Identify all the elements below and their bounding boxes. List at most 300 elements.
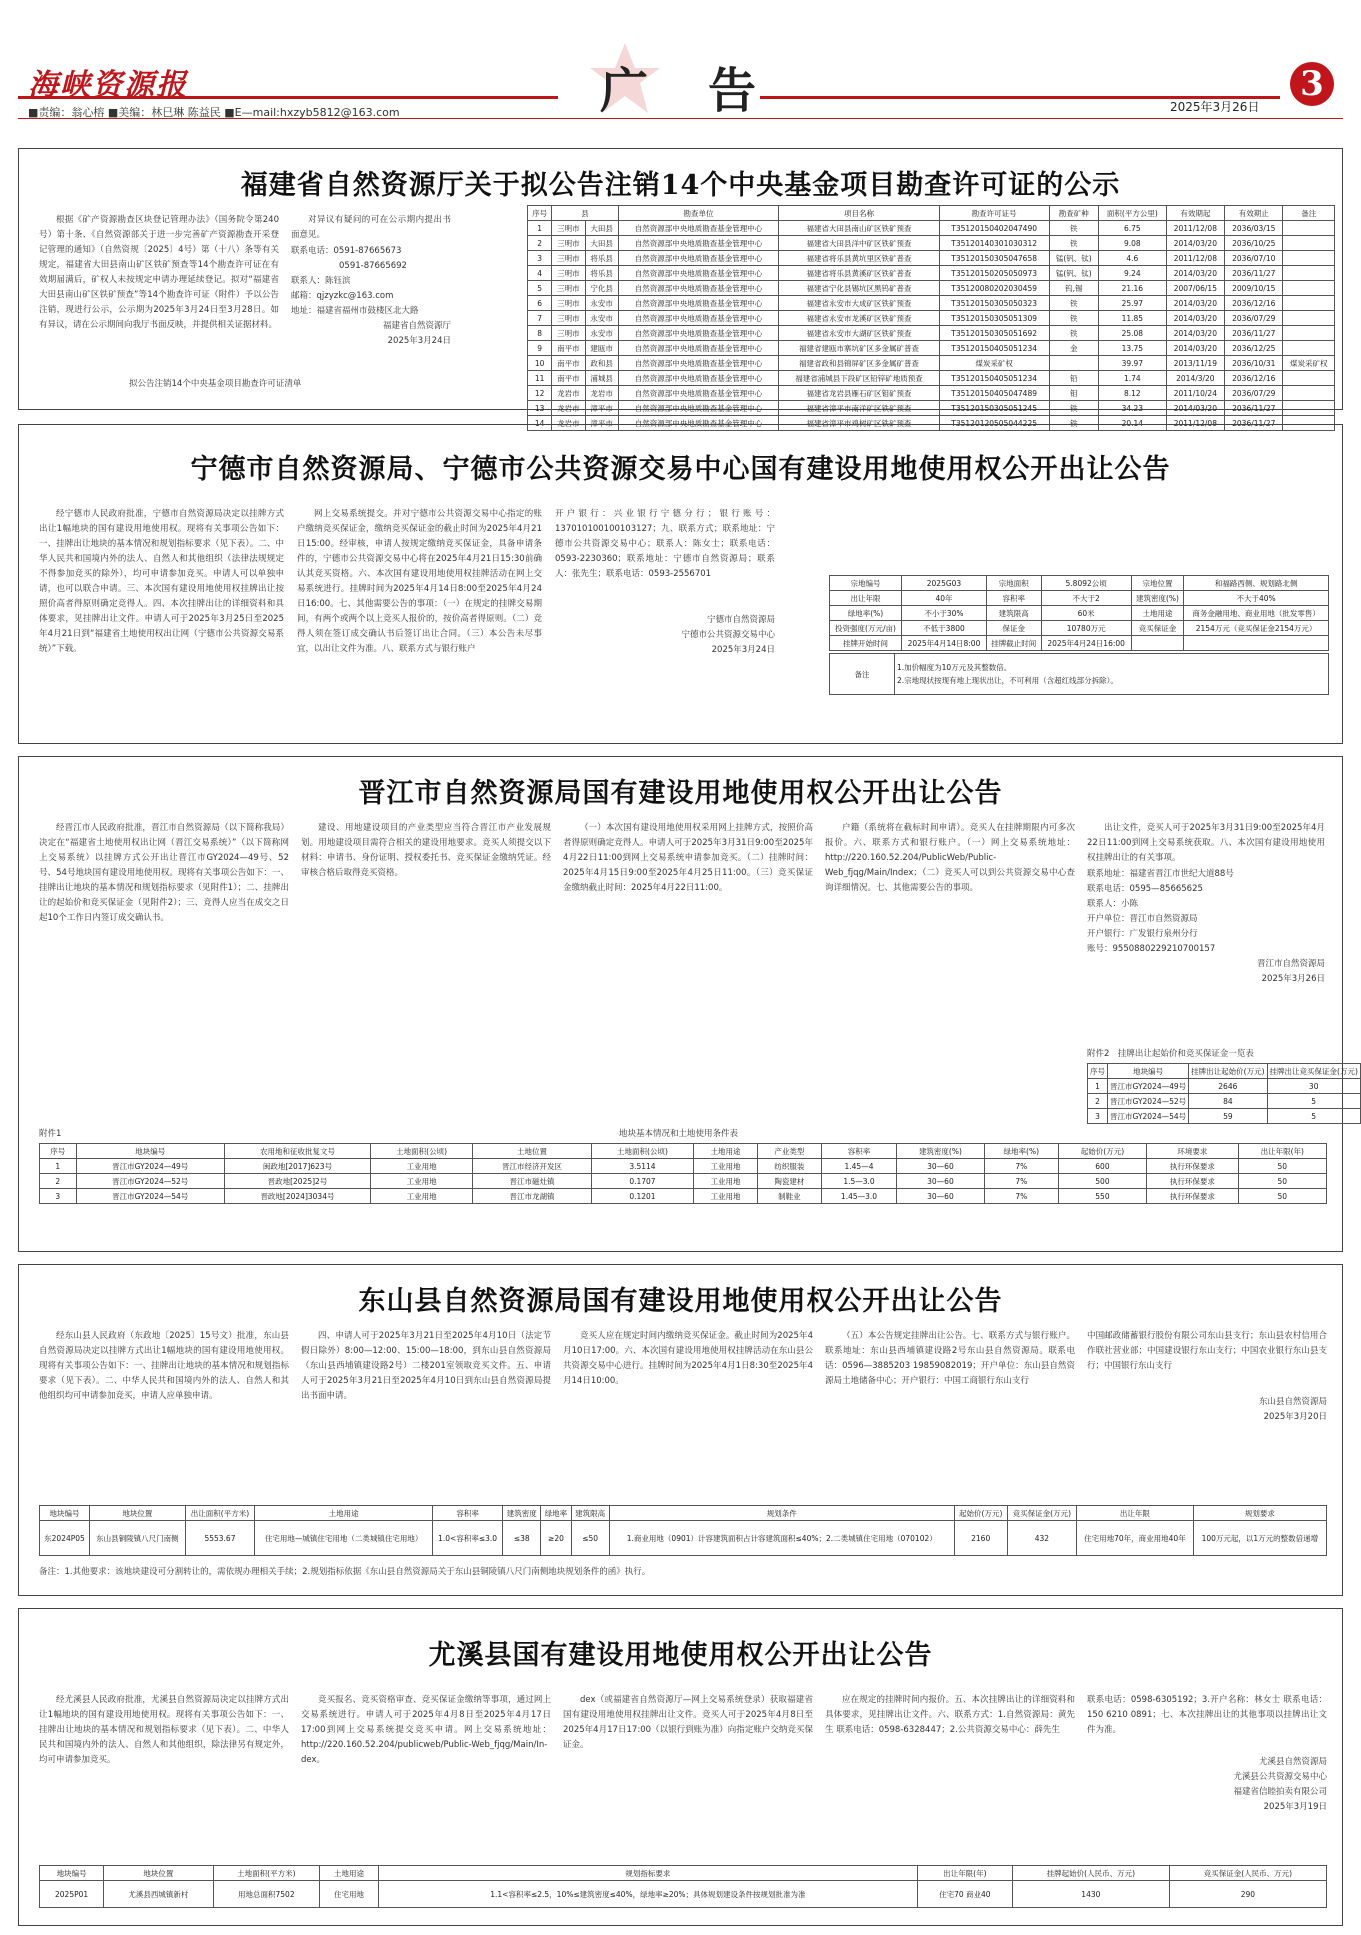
table-cell: 锰(钒、钛): [1049, 266, 1098, 281]
table-cell: T35120150305050323: [939, 296, 1049, 311]
table-header: 环境要求: [1147, 1144, 1238, 1159]
table-header-row: [1088, 1064, 1361, 1079]
table-cell: T35120150305051692: [939, 326, 1049, 341]
table-cell: 三明市: [552, 221, 585, 236]
table-row: [830, 621, 1329, 636]
table-cell: T35120150402047490: [939, 221, 1049, 236]
contact-line: 0591-87665692: [339, 261, 407, 271]
table-row: [528, 266, 1335, 281]
table-cell: 福建省永安市大成矿区铁矿预查: [779, 296, 939, 311]
notice-body-col5: [1087, 1693, 1327, 1843]
license-table: [527, 205, 1335, 431]
table-header: 挂牌出让竞买保证金(万元): [1267, 1064, 1360, 1079]
table-cell: 自然资源部中央地质勘查基金管理中心: [618, 311, 778, 326]
table-cell: 福建省漳平市鸡树矿区铁矿预查: [779, 416, 939, 431]
notice-body-col5: [1087, 1329, 1327, 1499]
table-header: 地块编号: [40, 1506, 90, 1521]
body-text: 出让文件，竞买人可于2025年3月31日9:00至2025年4月22日11:00到网上交易系统获取。八、本次国有建设用地使用权挂牌出让的有关事项。: [1087, 823, 1325, 863]
table-row: [528, 236, 1335, 251]
table-cell: 84: [1189, 1094, 1267, 1109]
table-cell: 1.74: [1099, 371, 1167, 386]
table-cell: 21.16: [1099, 281, 1167, 296]
table-row: [528, 281, 1335, 296]
table-cell: ≤38: [503, 1521, 541, 1556]
table-cell: 三明市: [552, 311, 585, 326]
table-cell: [1283, 221, 1335, 236]
table-cell: 11.85: [1099, 311, 1167, 326]
table-cell: 纺织服装: [757, 1159, 821, 1174]
table-cell: 执行环保要求: [1147, 1174, 1238, 1189]
table-cell: 30—60: [897, 1189, 985, 1204]
table-header: 序号: [40, 1144, 77, 1159]
body-text: 联系电话：0598-6305192；3.开户名称：林女士 联系电话：150 6210 0891；七、本次挂牌出让的其他事项以挂牌出让文件为准。: [1087, 1695, 1327, 1735]
issue-date: 2025年3月26日: [1170, 100, 1260, 114]
table-cell: 2036/07/29: [1225, 386, 1283, 401]
sign-org: 东山县自然资源局: [1258, 1397, 1327, 1407]
table-row: [528, 326, 1335, 341]
page-number: 3: [1290, 62, 1334, 106]
table-cell: 10780万元: [1041, 621, 1131, 636]
table-cell: 三明市: [552, 281, 585, 296]
notice-body-col3: [563, 1329, 813, 1499]
table-cell: 25.97: [1099, 296, 1167, 311]
table-cell: 2025P01: [40, 1881, 104, 1908]
contact-line: 地址：福建省福州市鼓楼区北大路: [291, 306, 419, 316]
table-cell: 3.5114: [591, 1159, 693, 1174]
table-cell: 2011/12/08: [1166, 416, 1224, 431]
table-cell: 2036/11/27: [1225, 326, 1283, 341]
table-cell: 竞买保证金: [1131, 621, 1183, 636]
body-text: 中国邮政储蓄银行股份有限公司东山县支行；东山县农村信用合作联社营业部；中国建设银行东山支行；中国农业银行东山县支行；中国银行东山支行: [1087, 1331, 1327, 1371]
notice-title: 尤溪县国有建设用地使用权公开出让公告: [428, 1640, 933, 1671]
notice-fujian-mining-license: [18, 148, 1343, 428]
table-cell: 1.45—4: [821, 1159, 896, 1174]
sign-org: 晋江市自然资源局: [1256, 959, 1325, 969]
table-cell: 晋政地[2025]2号: [224, 1174, 370, 1189]
table-cell: 1.0<容积率≤3.0: [433, 1521, 503, 1556]
table-header-row: [528, 206, 1335, 221]
body-text: 经宁德市人民政府批准，宁德市自然资源局决定以挂牌方式出让1幅地块的国有建设用地使用权。现将有关事项公告如下：一、挂牌出让地块的基本情况和规划指标要求（见下表）。二、中华人民共和国境内外的法人、自然人和其他组织（法律法规规定不得参加竞买的除外），均可申请参加竞买。申请人可以单独申请，也可以联合申请。三、本次国有建设用地使用权挂牌出让按照价高者得原则确定竞得人。四、本次挂牌出让的详细资料和具体要求，见挂牌出让文件。申请人可于2025年3月25日至2025年4月21日到“福建省土地使用权出让网（宁德市公共资源交易系统）”下载。: [39, 509, 284, 654]
table-cell: 工业用地: [694, 1159, 758, 1174]
table-cell: [1283, 251, 1335, 266]
table-cell: 住宅70 商业40: [917, 1881, 1012, 1908]
table-cell: 不小于30%: [902, 606, 987, 621]
table-cell: 工业用地: [371, 1189, 473, 1204]
table-cell: 2014/03/20: [1166, 296, 1224, 311]
notice-title: 晋江市自然资源局国有建设用地使用权公开出让公告: [358, 778, 1003, 809]
table-cell: 550: [1058, 1189, 1146, 1204]
table-cell: 铁: [1049, 296, 1098, 311]
table-cell: 投资强度(万元/亩): [830, 621, 902, 636]
table-cell: 煤炭采矿权: [939, 356, 1049, 371]
table-cell: 自然资源部中央地质勘查基金管理中心: [618, 221, 778, 236]
table-cell: 漳平市: [585, 401, 618, 416]
table-cell: 2160: [954, 1521, 1007, 1556]
table-cell: 绿地率(%): [830, 606, 902, 621]
table-cell: 福建省大田县南山矿区铁矿预查: [779, 221, 939, 236]
youxi-parcel-table: [39, 1865, 1327, 1908]
table-cell: 住宅用地—城镇住宅用地（二类城镇住宅用地）: [255, 1521, 433, 1556]
notice-body-col1: [39, 1329, 289, 1499]
table-cell: 东山县铜陵镇八尺门南侧: [89, 1521, 185, 1556]
sign-date: 2025年3月20日: [1263, 1412, 1327, 1422]
table-cell: 9: [528, 341, 552, 356]
table-header: 面积(平方公里): [1099, 206, 1167, 221]
table-row: [40, 1174, 1327, 1189]
table-cell: 9.24: [1099, 266, 1167, 281]
table-cell: 铁: [1049, 221, 1098, 236]
table-header: 出让年限(年): [917, 1866, 1012, 1881]
table-header: 序号: [528, 206, 552, 221]
table-header: 勘查矿种: [1049, 206, 1098, 221]
table-cell: 住宅用地70年，商业用地40年: [1077, 1521, 1194, 1556]
contact-line: 联系地址：福建省晋江市世纪大道88号: [1087, 869, 1234, 879]
table-cell: 600: [1058, 1159, 1146, 1174]
notice-body-col5: [1087, 821, 1325, 1041]
table-cell: 1.5—3.0: [821, 1174, 896, 1189]
editors-line: ■责编：翁心榕 ■美编：林巳琳 陈益民 ■E—mail:hxzyb5812@163.com: [28, 106, 400, 119]
table-cell: 建筑密度(%): [1131, 591, 1183, 606]
contact-line: 邮箱：qjzyzkc@163.com: [291, 291, 394, 301]
table-cell: 挂牌开始时间: [830, 636, 902, 651]
table-cell: 100万元起，以1万元的整数倍递增: [1193, 1521, 1326, 1556]
table-cell: 2646: [1189, 1079, 1267, 1094]
notice-title: 东山县自然资源局国有建设用地使用权公开出让公告: [358, 1286, 1003, 1317]
table-header: 出让面积(平方米): [185, 1506, 254, 1521]
table-cell: 福建省政和县锦屏矿区多金属矿普查: [779, 356, 939, 371]
table-cell: 12: [528, 386, 552, 401]
table-header: 县: [552, 206, 619, 221]
table-header: 规划条件: [609, 1506, 954, 1521]
table-cell: 1: [528, 221, 552, 236]
table-row: [528, 386, 1335, 401]
table-cell: 1: [1088, 1079, 1108, 1094]
note-line: 2.宗地现状按现有地上现状出让，不可利用（含超红线部分拆除）。: [897, 676, 1118, 685]
table-row: [830, 606, 1329, 621]
table-cell: 南平市: [552, 356, 585, 371]
table-header: 地块位置: [104, 1866, 213, 1881]
contact-line: 开户银行：广发银行泉州分行: [1087, 929, 1198, 939]
table-header: 绿地率(%): [984, 1144, 1058, 1159]
table-header: 容积率: [433, 1506, 503, 1521]
notes-row: [830, 654, 1329, 695]
table-cell: 2036/12/16: [1225, 371, 1283, 386]
body-text: 开户银行：兴业银行宁德分行；银行账号：137010100100103127；九、联系方式；联系地址：宁德市公共资源交易中心；联系人：陈女士；联系电话：0593-2230360；联系地址：宁德市自然资源局；联系人：张先生；联系电话：0593-2556701: [555, 509, 775, 579]
table-cell: 2036/03/15: [1225, 221, 1283, 236]
table-cell: 福建省永安市龙溪矿区铁矿预查: [779, 311, 939, 326]
table-cell: 大田县: [585, 236, 618, 251]
contact-line: 开户单位：晋江市自然资源局: [1087, 914, 1198, 924]
table-header: 建筑密度: [503, 1506, 541, 1521]
table-cell: 2009/10/15: [1225, 281, 1283, 296]
notice-body-col1: [39, 507, 284, 732]
table-header: 地块编号: [76, 1144, 224, 1159]
body-text: 户籍（系统将在截标时间申请）。竞买人在挂牌期限内可多次报价。六、联系方式和银行账户。（一）网上交易系统地址：http://220.160.52.204/PublicWeb/Public-Web_fjqg/Main/Index；（二）竞买人可以到公共资源交易中心查询详细情况。七、其他需要公告的事项。: [825, 823, 1075, 893]
table-cell: 尤溪县西城镇新村: [104, 1881, 213, 1908]
table-header: 挂牌出让起始价(万元): [1189, 1064, 1267, 1079]
notes-table: [829, 653, 1329, 695]
table-header: 规划要求: [1193, 1506, 1326, 1521]
table-cell: 福建省将乐县黄坑里区铁矿普查: [779, 251, 939, 266]
body-text: （五）本公告规定挂牌出让公告。七、联系方式与银行账户。联系地址：东山县西埔镇建设路2号东山县自然资源局。联系电话：0596—3885203 19859082019；开户单位：东山县自然资源局土地储备中心；开户银行：中国工商银行东山支行: [825, 1331, 1075, 1386]
table-cell: 13: [528, 401, 552, 416]
body-text: 建设、用地建设项目的产业类型应当符合晋江市产业发展规划。用地建设项目需符合相关的建设用地要求。竞买人须提交以下材料：申请书、身份证明、授权委托书、竞买保证金缴纳凭证。经审核合格后取得竞买资格。: [301, 823, 551, 878]
table-cell: 不大于2: [1041, 591, 1131, 606]
table-cell: [1049, 356, 1098, 371]
table-row: [528, 296, 1335, 311]
table-cell: 南平市: [552, 341, 585, 356]
table-cell: 晋江市GY2024—52号: [76, 1174, 224, 1189]
table-cell: 自然资源部中央地质勘查基金管理中心: [618, 341, 778, 356]
table-cell: T35120080202030459: [939, 281, 1049, 296]
table-cell: 三明市: [552, 296, 585, 311]
dongshan-parcel-table: [39, 1505, 1327, 1556]
body-text: 四、申请人可于2025年3月21日至2025年4月10日（法定节假日除外）8:00—12:00、15:00—18:00，到东山县自然资源局（东山县西埔镇建设路2号）二楼201室领取竞买文件。五、申请人可于2025年3月21日至2025年4月10日到东山县自然资源局提出书面申请。: [301, 1331, 551, 1401]
table-header: 竞买保证金(万元): [1007, 1506, 1076, 1521]
table-cell: 6: [528, 296, 552, 311]
table-header-row: [40, 1506, 1327, 1521]
table-cell: 铁: [1049, 311, 1098, 326]
table-cell: 福建省建瓯市寨坑矿区多金属矿普查: [779, 341, 939, 356]
table-cell: 晋江市GY2024—49号: [76, 1159, 224, 1174]
table-header: 挂牌起始价(人民币、万元): [1012, 1866, 1169, 1881]
table-cell: 20.14: [1099, 416, 1167, 431]
notice-title: 福建省自然资源厅关于拟公告注销14个中央基金项目勘查许可证的公示: [240, 170, 1121, 201]
table-cell: 闽政地[2017]623号: [224, 1159, 370, 1174]
table-header: 出让年限(年): [1238, 1144, 1326, 1159]
table-cell: 自然资源部中央地质勘查基金管理中心: [618, 356, 778, 371]
table-cell: 挂牌截止时间: [986, 636, 1041, 651]
table-cell: 宗地面积: [986, 576, 1041, 591]
table-cell: 2036/12/25: [1225, 341, 1283, 356]
table-header: 有效期止: [1225, 206, 1283, 221]
body-text: 经晋江市人民政府批准，晋江市自然资源局（以下简称我局）决定在“福建省土地使用权出让网（晋江交易系统）”（以下简称网上交易系统）以挂牌方式公开出让晋江市GY2024—49号、52号、54号地块国有建设用地使用权。现将有关事项公告如下：一、挂牌出让地块的基本情况和规划指标要求（见附件1）；二、挂牌出让的起始价和竞买保证金（见附件2）；三、竞得人应当在成交之日起10个工作日内签订成交确认书。: [39, 823, 289, 923]
table-cell: 1.商业用地（0901）计容建筑面积占计容建筑面积≤40%；2.二类城镇住宅用地（070102）: [609, 1521, 954, 1556]
table-cell: 建筑限高: [986, 606, 1041, 621]
table-row: [1088, 1079, 1361, 1094]
attachment1-table: [39, 1143, 1327, 1204]
body-text: 经东山县人民政府（东政地〔2025〕15号文）批准，东山县自然资源局决定以挂牌方式出让1幅地块的国有建设用地使用权。现将有关事项公告如下：一、挂牌出让地块的基本情况和规划指标要求（见下表）。二、中华人民共和国境内外的法人、自然人和其他组织均可申请参加竞买，申请人应单独申请。: [39, 1331, 289, 1401]
table-cell: [1283, 311, 1335, 326]
table-cell: [1283, 296, 1335, 311]
section-title: 广告: [600, 63, 817, 119]
sign-date: 2025年3月26日: [1261, 974, 1325, 984]
table-header: 农用地和征收批复文号: [224, 1144, 370, 1159]
notice-title: 宁德市自然资源局、宁德市公共资源交易中心国有建设用地使用权公开出让公告: [190, 454, 1171, 485]
table-row: [830, 591, 1329, 606]
table-cell: 7%: [984, 1159, 1058, 1174]
table-cell: 三明市: [552, 251, 585, 266]
notice-body-col1: [39, 213, 279, 373]
table-header: 土地面积(公顷): [591, 1144, 693, 1159]
table-cell: 永安市: [585, 326, 618, 341]
table-cell: 50: [1238, 1189, 1326, 1204]
table-cell: 执行环保要求: [1147, 1159, 1238, 1174]
table-cell: 39.97: [1099, 356, 1167, 371]
table-cell: 建瓯市: [585, 341, 618, 356]
table-cell: T35120150405051234: [939, 371, 1049, 386]
notice-body-col4: [825, 821, 1075, 1121]
table-cell: [1283, 326, 1335, 341]
table-header: 地块位置: [89, 1506, 185, 1521]
table-cell: 福建省宁化县锡坑区黑钨矿普查: [779, 281, 939, 296]
table-cell: 三明市: [552, 236, 585, 251]
table-cell: [1131, 636, 1183, 651]
table-cell: 自然资源部中央地质勘查基金管理中心: [618, 296, 778, 311]
notice-body-col1: [39, 1693, 289, 1843]
table-cell: 钼: [1049, 386, 1098, 401]
table-cell: 2007/06/15: [1166, 281, 1224, 296]
table-header: 有效期起: [1166, 206, 1224, 221]
land-parcel-table: [829, 575, 1329, 651]
table-cell: [1283, 281, 1335, 296]
table-cell: 2154万元（竞买保证金2154万元）: [1184, 621, 1329, 636]
table-cell: 自然资源部中央地质勘查基金管理中心: [618, 401, 778, 416]
notice-body-col2: [301, 1329, 551, 1499]
table-cell: 铁: [1049, 401, 1098, 416]
table-cell: 商务金融用地、商业用地（批发零售）: [1184, 606, 1329, 621]
table-cell: 漳平市: [585, 416, 618, 431]
table-cell: 2011/12/08: [1166, 221, 1224, 236]
notes-cell: [895, 654, 1329, 695]
table-cell: T35120150305051245: [939, 401, 1049, 416]
masthead-rule-left: [18, 96, 558, 99]
sign-org: 福建省自然资源厅: [382, 321, 451, 331]
table-cell: ≤50: [571, 1521, 609, 1556]
table-caption: 拟公告注销14个中央基金项目勘查许可证清单: [129, 379, 302, 389]
table-row: [528, 356, 1335, 371]
table-cell: T35120120505044225: [939, 416, 1049, 431]
notice-dongshan-land-transfer: [18, 1264, 1343, 1596]
table-cell: 晋江市龙湖镇: [473, 1189, 592, 1204]
table-cell: 40年: [902, 591, 987, 606]
table-cell: 2014/3/20: [1166, 371, 1224, 386]
table-row: [528, 251, 1335, 266]
body-text: 根据《矿产资源勘查区块登记管理办法》（国务院令第240号）第十条、《自然资源部关于进一步完善矿产资源勘查开采登记管理的通知》（自然资规〔2025〕4号）第（十八）条等有关规定，福建省大田县南山矿区铁矿预查等14个勘查许可证在有效期届满后，矿权人未按规定申请办理延续登记。拟对“福建省大田县南山矿区铁矿预查”等14个勘查许可证（附件）予以公告注销，现进行公示，公示期为2025年3月24日至3月28日。如有异议，请在公示期间向我厅书面反映，并提供相关证据材料。: [39, 215, 279, 330]
table-cell: 龙岩市: [585, 386, 618, 401]
table-cell: 2025年4月14日8:00: [902, 636, 987, 651]
table-row: [528, 371, 1335, 386]
spacer: [1087, 1375, 1327, 1395]
table-cell: 工业用地: [694, 1174, 758, 1189]
table-cell: T35120150405047489: [939, 386, 1049, 401]
table-row: [40, 1159, 1327, 1174]
contact-line: 账号：9550880229210700157: [1087, 944, 1216, 954]
table-cell: 1: [40, 1159, 77, 1174]
table-cell: 铁: [1049, 416, 1098, 431]
table-cell: 5: [1267, 1094, 1360, 1109]
table-cell: 制鞋业: [757, 1189, 821, 1204]
spacer: [1087, 1739, 1327, 1755]
sign-org: 福建省信睦拍卖有限公司: [1233, 1787, 1327, 1797]
table-cell: 自然资源部中央地质勘查基金管理中心: [618, 281, 778, 296]
table-cell: 福建省将乐县黄溪矿区铁矿普查: [779, 266, 939, 281]
table-cell: 自然资源部中央地质勘查基金管理中心: [618, 371, 778, 386]
table-cell: 30—60: [897, 1174, 985, 1189]
table-cell: 50: [1238, 1159, 1326, 1174]
table-header: 起始价(万元): [954, 1506, 1007, 1521]
sign-org: 尤溪县公共资源交易中心: [1233, 1772, 1327, 1782]
table-cell: 铁: [1049, 236, 1098, 251]
table-row: [528, 341, 1335, 356]
notice-body-col2: [291, 213, 451, 403]
table-cell: 龙岩市: [552, 416, 585, 431]
table-header: 起始价(万元): [1058, 1144, 1146, 1159]
table-cell: T35120150305047658: [939, 251, 1049, 266]
table-cell: 290: [1169, 1881, 1326, 1908]
table-cell: 福建省大田县洋中矿区铁矿预查: [779, 236, 939, 251]
table-header: 土地用途: [694, 1144, 758, 1159]
table-cell: 自然资源部中央地质勘查基金管理中心: [618, 236, 778, 251]
table-cell: 2025年4月24日16:00: [1041, 636, 1131, 651]
note-line: 1.加价幅度为10万元及其整数倍。: [897, 663, 1012, 672]
table-cell: 南平市: [552, 371, 585, 386]
table-cell: 晋江市GY2024—54号: [76, 1189, 224, 1204]
notice-body-col4: [825, 1693, 1075, 1843]
table-header: 地块编号: [1108, 1064, 1189, 1079]
table-cell: T35120150405051234: [939, 341, 1049, 356]
table-cell: 自然资源部中央地质勘查基金管理中心: [618, 386, 778, 401]
newspaper-logo: 海峡资源报: [28, 68, 188, 103]
table-cell: 福建省浦城县下段矿区铅锌矿地质预查: [779, 371, 939, 386]
attachment1-label: 附件1: [39, 1129, 62, 1139]
contact-line: 联系电话：0595—85665625: [1087, 884, 1203, 894]
table-cell: 34.23: [1099, 401, 1167, 416]
table-cell: 晋江市磁灶镇: [473, 1174, 592, 1189]
table-cell: 晋江市GY2024—52号: [1108, 1094, 1189, 1109]
sign-date: 2025年3月24日: [711, 645, 775, 655]
table-row: [528, 311, 1335, 326]
notice-body-col3: [555, 507, 775, 732]
table-cell: 11: [528, 371, 552, 386]
table-cell: 工业用地: [371, 1159, 473, 1174]
table-header: 绿地率: [541, 1506, 571, 1521]
table-cell: 2013/11/19: [1166, 356, 1224, 371]
table-cell: T35120150205050973: [939, 266, 1049, 281]
table-cell: [1283, 386, 1335, 401]
table-cell: 30—60: [897, 1159, 985, 1174]
notice-body-col1: [39, 821, 289, 1121]
body-text: 网上交易系统提交。并对宁德市公共资源交易中心指定的账户缴纳竞买保证金，缴纳竞买保证金的截止时间为2025年4月21日15:00。经审核，申请人按规定缴纳竞买保证金，具备申请条件的，宁德市公共资源交易中心将在2025年4月21日15:30前确认其竞买资格。六、本次国有建设用地使用权挂牌活动在网上交易系统进行。挂牌时间为2025年4月14日8:00至2025年4月24日16:00。七、其他需要公告的事项：（一）在规定的挂牌交易期间，有两个或两个以上竞买人报价的，按价高者得原则。（二）竞得人须在签订成交确认书后签订出让合同。（三）本公告未尽事宜，以出让文件为准。八、联系方式与银行账户: [297, 509, 542, 654]
table-cell: 工业用地: [371, 1174, 473, 1189]
table-cell: 8.12: [1099, 386, 1167, 401]
table-row: [40, 1521, 1327, 1556]
table-cell: 6.75: [1099, 221, 1167, 236]
table-header-row: [40, 1866, 1327, 1881]
contact-line: 联系电话：0591-87665673: [291, 246, 402, 256]
table-cell: 2036/11/27: [1225, 266, 1283, 281]
table-row: [830, 576, 1329, 591]
masthead-rule-right: [760, 96, 1280, 99]
notice-body-col2: [301, 821, 551, 1121]
table-row: [1088, 1094, 1361, 1109]
table-cell: 自然资源部中央地质勘查基金管理中心: [618, 266, 778, 281]
sign-org: 宁德市自然资源局: [706, 615, 775, 625]
table-cell: 不低于3800: [902, 621, 987, 636]
table-cell: 钨,锡: [1049, 281, 1098, 296]
table-header: 建筑限高: [571, 1506, 609, 1521]
table-cell: 0.1707: [591, 1174, 693, 1189]
table-cell: 2: [1088, 1094, 1108, 1109]
spacer: [555, 583, 775, 613]
table-header: 序号: [1088, 1064, 1108, 1079]
masthead-rule-bottom: [18, 118, 1343, 119]
table-row: [40, 1881, 1327, 1908]
table-cell: 4.6: [1099, 251, 1167, 266]
table-cell: 2011/10/24: [1166, 386, 1224, 401]
table-cell: 自然资源部中央地质勘查基金管理中心: [618, 251, 778, 266]
table-cell: 和福路西侧、规划路北侧: [1184, 576, 1329, 591]
